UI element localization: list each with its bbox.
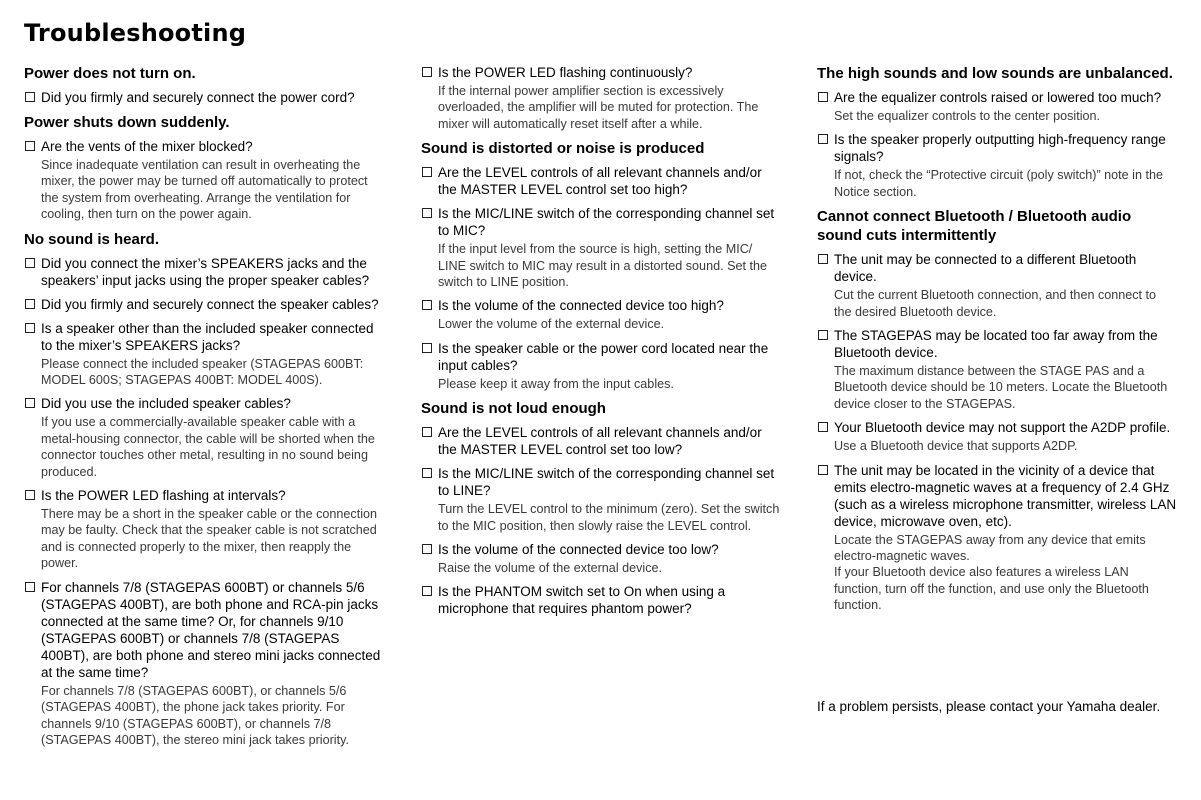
question-text: Are the vents of the mixer blocked? (41, 139, 253, 154)
checkbox-icon (422, 544, 432, 554)
answer-text (24, 356, 384, 389)
answer-paragraph: There may be a short in the speaker cable or the connection may be faulty. Check that the speaker cable is not scratched and is connected properly to the mixer, then reapply the power. (41, 507, 378, 571)
checklist-item (817, 327, 1177, 412)
question-text: Is the PHANTOM switch set to On when using a microphone that requires phantom power? (438, 584, 726, 617)
checkbox-icon (422, 67, 432, 77)
answer-paragraph: For channels 7/8 (STAGEPAS 600BT), or channels 5/6 (STAGEPAS 400BT), the phone jack takes priority. For channels 9/10 (STAGEPAS 600BT), or channels 7/8 (STAGEPAS 400BT), the stereo mini jack takes priority. (41, 683, 349, 747)
answer-paragraph: The maximum distance between the STAGE PAS and a Bluetooth device should be 10 meters. Locate the Bluetooth device closer to the STAGEPAS. (834, 364, 1168, 411)
checklist-item (421, 541, 781, 576)
checkbox-icon (25, 299, 35, 309)
checklist-item (817, 251, 1177, 320)
checklist-item (24, 579, 384, 749)
checklist-item (421, 465, 781, 534)
question-text: Did you firmly and securely connect the power cord? (41, 90, 355, 105)
question-text: Did you use the included speaker cables? (41, 396, 291, 412)
check-question (421, 465, 781, 499)
trouble-section (421, 139, 781, 392)
question-text: Is the MIC/LINE switch of the corresponding channel set to LINE? (438, 466, 775, 499)
checklist-item (24, 320, 384, 389)
checkbox-icon (422, 468, 432, 478)
checkbox-icon (25, 141, 35, 151)
question-text: Is the POWER LED flashing continuously? (438, 65, 693, 80)
check-question (24, 255, 384, 289)
question-text: For channels 7/8 (STAGEPAS 600BT) or channels 5/6 (STAGEPAS 400BT), are both phone and RCA-pin jacks connected at the same time? Or, for channels 9/10 (STAGEPAS 600BT) or channels 7/8 (STAGEPAS 400BT), are both phone and stereo mini jacks connected at the same time? (41, 579, 381, 680)
checkbox-icon (422, 343, 432, 353)
checkbox-icon (422, 300, 432, 310)
answer-text (24, 683, 384, 749)
trouble-section (817, 207, 1177, 613)
answer-text (817, 108, 1177, 124)
answer-paragraph: If you use a commercially-available speaker cable with a metal-housing connector, the cable will be shorted when the connector touches other metal, resulting in no sound being produced. (41, 415, 375, 479)
answer-paragraph: Please connect the included speaker (STAGEPAS 600BT: MODEL 600S; STAGEPAS 400BT: MODEL 400S). (41, 356, 364, 388)
section-heading: The high sounds and low sounds are unbalanced. (817, 65, 1173, 82)
checkbox-icon (422, 427, 432, 437)
question-text: Is the MIC/LINE switch of the corresponding channel set to MIC? (438, 206, 775, 239)
check-question (24, 89, 384, 106)
checklist-item (24, 395, 384, 480)
trouble-section (24, 113, 384, 223)
checklist-item (421, 205, 781, 290)
trouble-section (24, 64, 384, 106)
question-text: The unit may be connected to a different Bluetooth device. (834, 252, 1137, 285)
check-question (817, 419, 1177, 436)
answer-text (24, 157, 384, 223)
check-question (817, 251, 1177, 285)
question-text: The STAGEPAS may be located too far away from the Bluetooth device. (834, 328, 1158, 361)
checklist-item (24, 89, 384, 106)
checklist-item (24, 138, 384, 223)
trouble-section (421, 64, 781, 132)
answer-paragraph: Since inadequate ventilation can result in overheating the mixer, the power may be turned off automatically to protect the system from overheating. Arrange the ventilation for cooling, then turn on the power again. (41, 158, 368, 222)
check-question (24, 395, 384, 412)
answer-text (24, 506, 384, 572)
answer-text (817, 438, 1177, 454)
answer-paragraph: Turn the LEVEL control to the minimum (zero). Set the switch to the MIC position, then slowly raise the LEVEL control. (438, 502, 780, 533)
answer-paragraph: Use a Bluetooth device that supports A2DP. (834, 439, 1078, 454)
check-question (421, 340, 781, 374)
checkbox-icon (25, 323, 35, 333)
trouble-section (421, 399, 781, 617)
question-text: Are the equalizer controls raised or lowered too much? (834, 90, 1162, 105)
checklist-item (817, 419, 1177, 454)
answer-paragraph: Raise the volume of the external device. (438, 561, 663, 576)
check-question (421, 205, 781, 239)
checklist-item (421, 64, 781, 132)
checklist-item (817, 462, 1177, 614)
answer-text (421, 501, 781, 534)
answer-text (817, 287, 1177, 320)
answer-paragraph: If the input level from the source is high, setting the MIC/ LINE switch to MIC may result in a distorted sound. Set the switch to LINE position. (438, 242, 767, 290)
question-text: Is a speaker other than the included speaker connected to the mixer’s SPEAKERS jacks? (41, 320, 374, 353)
section-heading: Power shuts down suddenly. (24, 114, 230, 131)
trouble-section (817, 64, 1177, 200)
checkbox-icon (818, 134, 828, 144)
check-question (421, 541, 781, 558)
check-question (817, 131, 1177, 165)
answer-paragraph: Locate the STAGEPAS away from any device that emits electro-magnetic waves. (834, 532, 1146, 564)
checkbox-icon (818, 330, 828, 340)
question-text: Did you connect the mixer’s SPEAKERS jacks and the speakers’ input jacks using the proper speaker cables? (41, 255, 370, 288)
checkbox-icon (818, 465, 828, 475)
question-text: Are the LEVEL controls of all relevant channels and/or the MASTER LEVEL control set too high? (438, 165, 762, 198)
trouble-section (24, 230, 384, 749)
checklist-item (421, 583, 781, 617)
column-3 (817, 64, 1177, 621)
question-text: Are the LEVEL controls of all relevant channels and/or the MASTER LEVEL control set too low? (438, 425, 762, 458)
checkbox-icon (818, 422, 828, 432)
question-text: Is the speaker properly outputting high-frequency range signals? (834, 132, 1166, 165)
check-question (817, 327, 1177, 361)
answer-paragraph: If your Bluetooth device also features a wireless LAN function, turn off the function, and use only the Bluetooth function. (834, 565, 1149, 613)
checklist-item (421, 424, 781, 458)
answer-text (421, 241, 781, 290)
question-text: The unit may be located in the vicinity of a device that emits electro-magnetic waves at a frequency of 2.4 GHz (such as a wireless microphone transmitter, wireless LAN device, microwave oven, etc). (834, 462, 1177, 529)
answer-paragraph: Set the equalizer controls to the center position. (834, 109, 1101, 123)
question-text: Is the volume of the connected device too high? (438, 298, 724, 314)
check-question (24, 296, 384, 313)
checkbox-icon (25, 490, 35, 500)
checklist-item (421, 164, 781, 198)
check-question (817, 462, 1177, 530)
check-question (421, 64, 781, 81)
check-question (421, 297, 781, 314)
check-question (24, 320, 384, 354)
check-question (24, 138, 384, 155)
checkbox-icon (25, 582, 35, 592)
section-heading: No sound is heard. (24, 230, 160, 248)
check-question (421, 424, 781, 458)
answer-paragraph: Lower the volume of the external device. (438, 317, 665, 332)
checkbox-icon (25, 398, 35, 408)
answer-text (817, 167, 1177, 200)
answer-paragraph: Cut the current Bluetooth connection, and then connect to the desired Bluetooth device. (834, 288, 1157, 319)
question-text: Is the volume of the connected device too low? (438, 542, 719, 558)
answer-text (24, 414, 384, 480)
answer-text (817, 532, 1177, 614)
check-question (817, 89, 1177, 106)
checkbox-icon (422, 586, 432, 596)
section-heading: Sound is distorted or noise is produced (421, 140, 705, 158)
section-heading: Cannot connect Bluetooth / Bluetooth audio sound cuts intermittently (817, 208, 1132, 245)
section-heading: Sound is not loud enough (421, 400, 606, 418)
checklist-item (817, 89, 1177, 124)
answer-text (421, 560, 781, 576)
question-text: Did you firmly and securely connect the speaker cables? (41, 296, 379, 312)
answer-paragraph: Please keep it away from the input cables. (438, 376, 674, 391)
answer-text (817, 363, 1177, 412)
answer-paragraph: If not, check the “Protective circuit (poly switch)” note in the Notice section. (834, 168, 1163, 199)
question-text: Is the speaker cable or the power cord located near the input cables? (438, 340, 769, 373)
checkbox-icon (818, 254, 828, 264)
check-question (421, 583, 781, 617)
closing-note: If a problem persists, please contact your Yamaha dealer. (817, 699, 1161, 714)
checkbox-icon (25, 258, 35, 268)
column-1 (24, 64, 384, 755)
check-question (421, 164, 781, 198)
checkbox-icon (422, 208, 432, 218)
section-heading: Power does not turn on. (24, 65, 196, 82)
answer-paragraph: If the internal power amplifier section is excessively overloaded, the amplifier will be muted for protection. The mixer will automatically reset itself after a while. (438, 84, 759, 131)
checkbox-icon (818, 92, 828, 102)
check-question (24, 487, 384, 504)
checklist-item (24, 487, 384, 572)
checklist-item (421, 297, 781, 332)
check-question (24, 579, 384, 681)
checklist-item (24, 296, 384, 313)
checklist-item (421, 340, 781, 392)
page-title: Troubleshooting (24, 19, 247, 47)
checklist-item (24, 255, 384, 289)
answer-text (421, 316, 781, 332)
checklist-item (817, 131, 1177, 200)
answer-text (421, 83, 781, 132)
answer-text (421, 376, 781, 392)
checkbox-icon (422, 167, 432, 177)
question-text: Is the POWER LED flashing at intervals? (41, 488, 286, 504)
checkbox-icon (25, 92, 35, 102)
question-text: Your Bluetooth device may not support the A2DP profile. (834, 420, 1171, 436)
column-2 (421, 64, 781, 624)
